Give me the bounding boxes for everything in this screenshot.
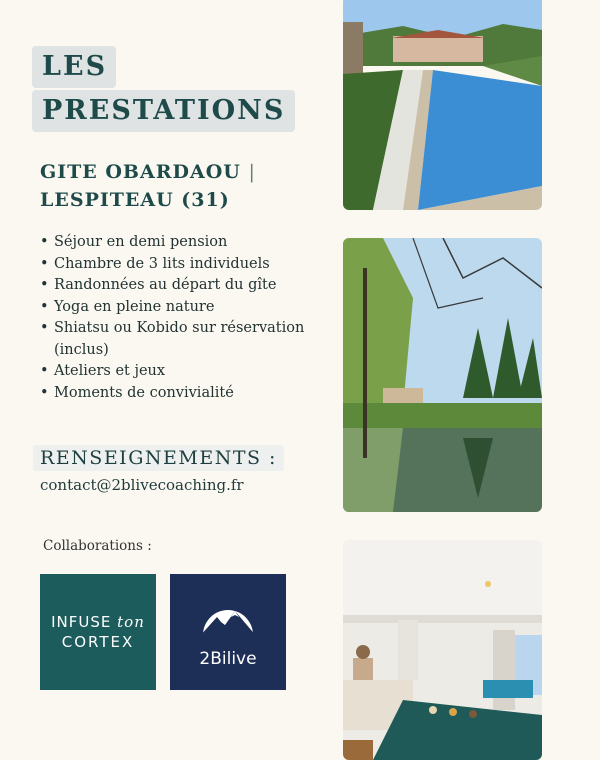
logo-word-infuse: INFUSE	[51, 613, 112, 631]
mountain-icon	[197, 595, 259, 645]
title-line-2: PRESTATIONS	[32, 90, 295, 132]
info-heading: RENSEIGNEMENTS :	[33, 445, 284, 471]
venue-separator: |	[248, 161, 256, 183]
pond-photo	[343, 238, 542, 512]
venue-line-1: GITE OBARDAOU	[40, 161, 241, 183]
contact-email[interactable]: contact@2blivecoaching.fr	[40, 476, 244, 494]
services-list	[40, 232, 324, 404]
logo-2bilive-text: 2Bilive	[199, 649, 257, 669]
list-item: • Ateliers et jeux	[40, 361, 324, 383]
list-item: • Yoga en pleine nature	[40, 297, 324, 319]
collaborations-label: Collaborations :	[43, 538, 152, 554]
list-item: • Chambre de 3 lits individuels	[40, 254, 324, 276]
venue-line-2: LESPITEAU (31)	[40, 189, 230, 211]
logo-word-ton: ton	[117, 613, 145, 631]
title-line-1: LES	[32, 46, 116, 88]
logo-word-cortex: CORTEX	[61, 633, 135, 651]
list-item: • Randonnées au départ du gîte	[40, 275, 324, 297]
pool-photo	[343, 0, 542, 210]
dining-room-photo	[343, 540, 542, 760]
list-item: • Shiatsu ou Kobido sur réservation (inclus)	[40, 318, 324, 361]
list-item: • Séjour en demi pension	[40, 232, 324, 254]
2bilive-logo	[170, 574, 286, 690]
venue-name	[40, 158, 256, 214]
infuse-ton-cortex-logo	[40, 574, 156, 690]
list-item: • Moments de convivialité	[40, 383, 324, 405]
